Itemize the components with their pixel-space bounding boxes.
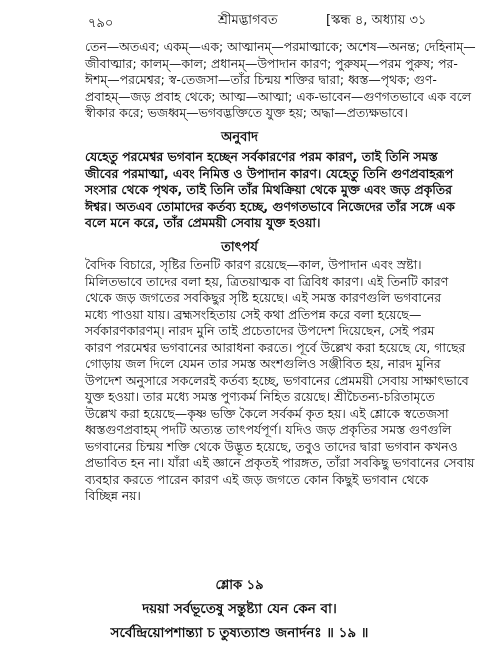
purport-line: উল্লেখ করা হয়েছে—কৃষ্ণ ভক্তি কৈলে সর্বকর্ম কৃত হয়। এই শ্লোকে স্বতেজসা: [85, 405, 449, 421]
verse-line: দয়য়া সর্বভূতেষু সন্তুষ্ট্যা যেন কেন বা।: [142, 601, 337, 617]
verse-line: সর্বেন্দ্রিয়োপশান্ত্যা চ তুষ্যত্যাশু জনার্দনঃ ॥ ১৯ ॥: [110, 625, 369, 641]
purport-line: ধ্বস্তগুণপ্রবাহম্ পদটি অত্যন্ত তাৎপর্যপূর্ণ। যদিও জড় প্রকৃতির সমস্ত গুণগুলি: [85, 422, 452, 437]
purport-line: উপদেশ অনুসারে সকলেরই কর্তব্য হচ্ছে, ভগবানের প্রেমময়ী সেবায় সাক্ষাৎভাবে: [85, 372, 469, 388]
purport-line: যুক্ত হওয়া। তার মধ্যে সমস্ত পুণ্যকর্ম নিহিত রয়েছে। শ্রীচৈতন্য-চরিতামৃতে: [85, 389, 435, 404]
purport-section: [85, 257, 475, 505]
page-header: [0, 0, 479, 36]
purport-line: মধ্যে পাওয়া যায়। ব্রহ্মসংহিতায় সেই কথা প্রতিপন্ন করে বলা হয়েছে—: [85, 306, 422, 322]
purport-line: সর্বকারণকারণম্। নারদ মুনি তাই প্রচেতাদের উপদেশ দিয়েছেন, সেই পরম: [85, 323, 435, 338]
canto-chapter-reference: [স্কন্ধ ৪, অধ্যায় ৩১: [326, 13, 427, 28]
synonyms-line: প্রবাহম্—জড় প্রবাহ থেকে; আত্ম—আত্মা; এক-ভাবেন—গুণগতভাবে এক বলে: [85, 88, 471, 104]
purport-line: মিলিতভাবে তাদের বলা হয়, ত্রিতয়াত্মক বা ত্রিবিধ কারণ। এই তিনটি কারণ: [85, 273, 449, 289]
page-number: ৭৯০: [88, 16, 114, 31]
synonyms-line: তেন—অতএব; একম্—এক; আত্মানম্—পরমাত্মাকে; অশেষ—অনন্ত; দেহিনাম্—: [85, 39, 476, 54]
purport-line: বিচ্ছিন্ন নয়।: [85, 488, 141, 503]
translation-line: সংসার থেকে পৃথক, তাই তিনি তাঁর মিথক্রিয়া থেকে মুক্ত এবং জড় প্রকৃতির: [85, 182, 452, 197]
translation-line: যেহেতু পরমেশ্বর ভগবান হচ্ছেন সর্বকারণের পরম কারণ, তাই তিনি সমস্ত: [85, 149, 438, 164]
purport-heading: তাৎপর্য: [221, 240, 258, 255]
translation-line: জীবের পরমাত্মা, এবং নিমিত্ত ও উপাদান কারণ। যেহেতু তিনি গুণপ্রবাহরূপ: [85, 165, 454, 181]
synonyms-line: স্বীকার করে; ভজধ্বম্—ভগবদ্ভক্তিতে যুক্ত হয়; অদ্ধা—প্রত্যক্ষভাবে।: [85, 105, 408, 120]
purport-line: ব্যবহার করতে পারেন কারণ এই জড় জগতে কোন কিছুই ভগবান থেকে: [85, 471, 429, 487]
purport-line: ভগবানের চিন্ময় শক্তি থেকে উদ্ভূত হয়েছে, তবুও তাদের দ্বারা ভগবান কখনও: [85, 438, 458, 454]
synonyms-line: জীবাত্মার; কালম্—কাল; প্রধানম্—উপাদান কারণ; পুরুষম্—পরম পুরুষ; পর-: [85, 55, 458, 71]
translation-line: ঈশ্বর। অতএব তোমাদের কর্তব্য হচ্ছে, গুণগতভাবে নিজেদের তাঁর সঙ্গে এক: [85, 198, 455, 214]
purport-line: গোড়ায় জল দিলে যেমন তার সমস্ত অংশগুলিও সঞ্জীবিত হয়, নারদ মুনির: [85, 356, 441, 371]
verse-heading: শ্লোক ১৯: [215, 578, 264, 593]
book-title: শ্রীমদ্ভাগবত: [218, 13, 278, 28]
translation-line: বলে মনে করে, তাঁর প্রেমময়ী সেবায় যুক্ত হওয়া।: [85, 215, 321, 230]
translation-heading: অনুবাদ: [221, 130, 258, 145]
purport-line: প্রভাবিত হন না। যাঁরা এই জ্ঞানে প্রকৃতই পারঙ্গত, তাঁরা সবকিছু ভগবানের সেবায়: [85, 455, 475, 470]
purport-line: কারণ পরমেশ্বর ভগবানের আরাধনা করতে। পূর্বে উল্লেখ করা হয়েছে যে, গাছের: [85, 339, 466, 355]
purport-line: বৈদিক বিচারে, সৃষ্টির তিনটি কারণ রয়েছে—কাল, উপাদান এবং স্রষ্টা।: [85, 257, 422, 272]
purport-line: থেকে জড় জগতের সবকিছুর সৃষ্টি হয়েছে। এই সমস্ত কারণগুলি ভগবানের: [85, 290, 442, 305]
synonyms-section: [85, 39, 476, 122]
translation-section: [85, 149, 455, 232]
synonyms-line: ঈশম্—পরমেশ্বর; স্ব-তেজসা—তাঁর চিন্ময় শক্তির দ্বারা; ধ্বস্ত—পৃথক; গুণ-: [85, 72, 437, 87]
